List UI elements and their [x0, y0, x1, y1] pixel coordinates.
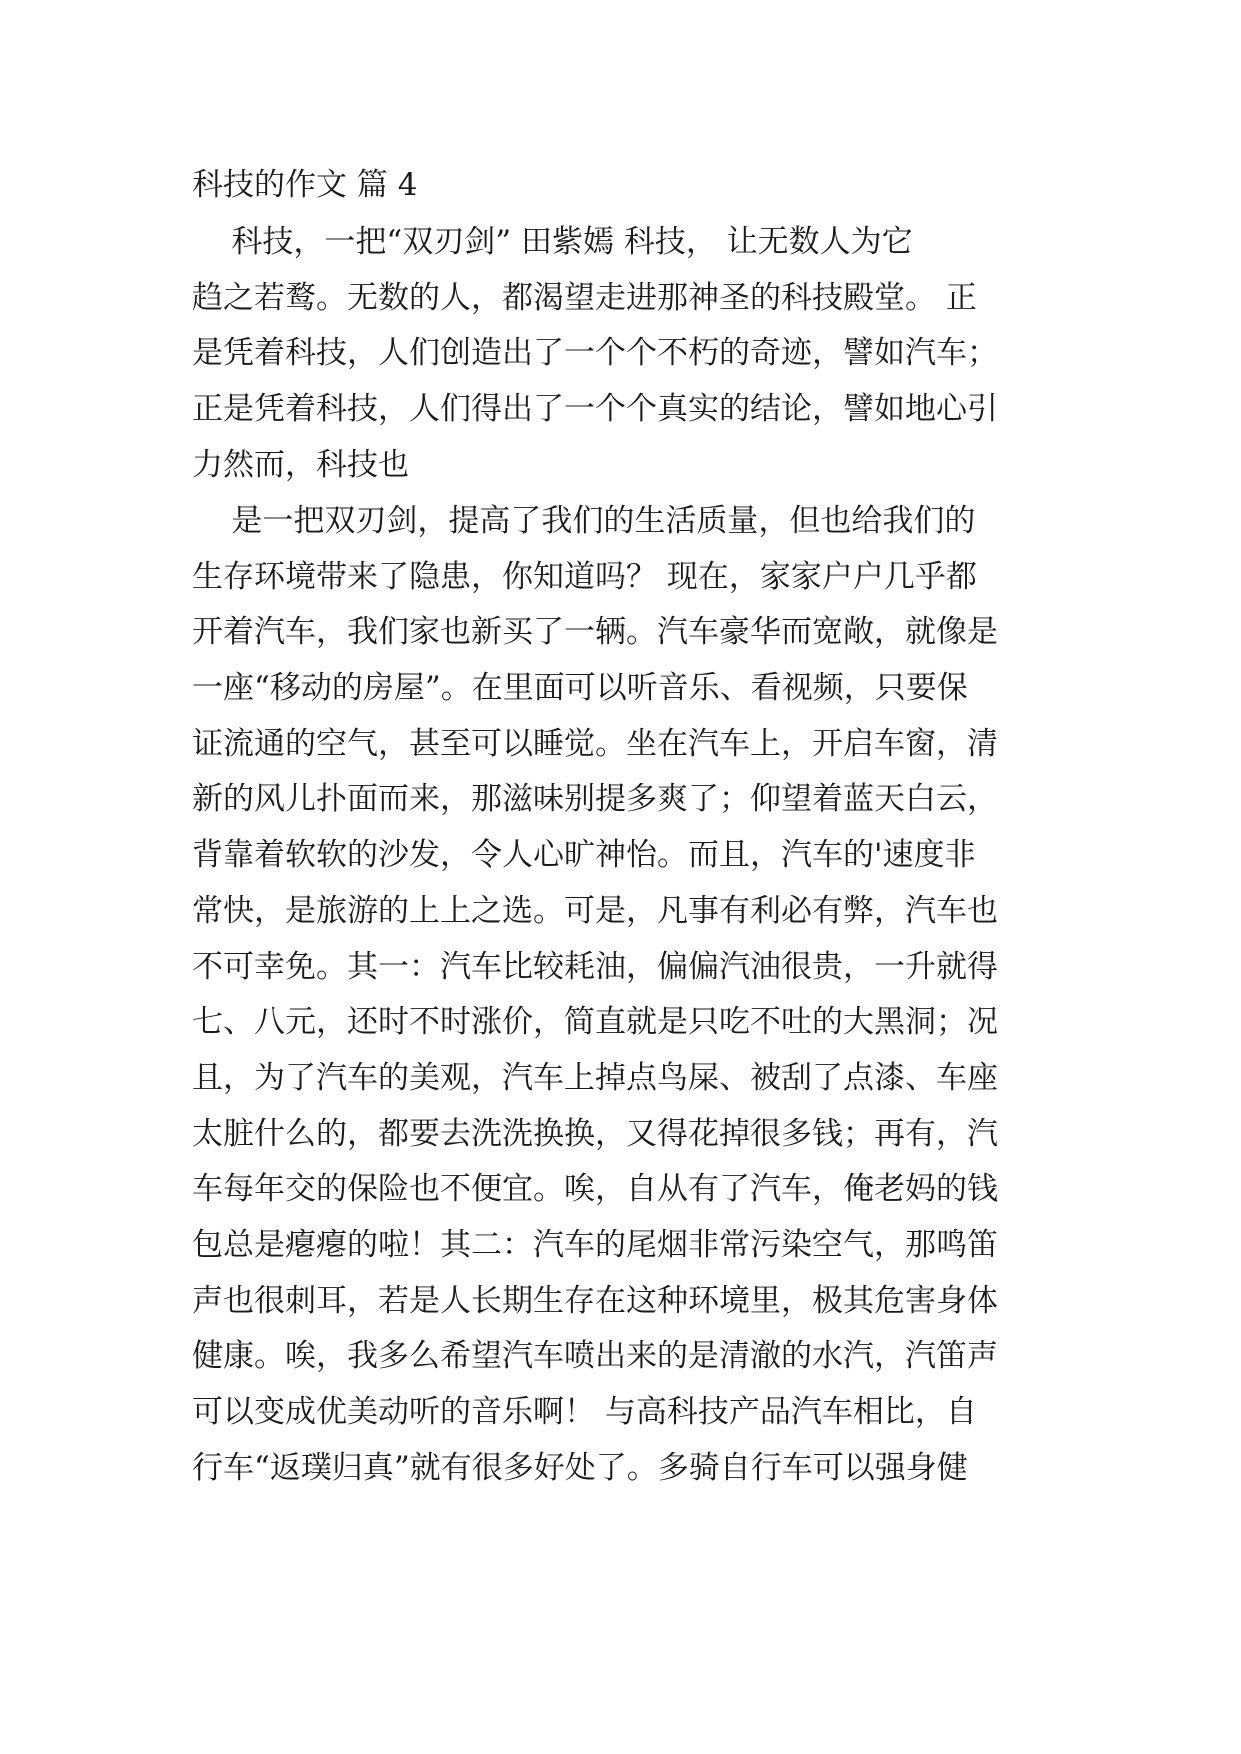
paragraph-line: 生存环境带来了隐患，你知道吗？ 现在，家家户户几乎都: [192, 558, 977, 595]
paragraph-line: 趋之若鹜。无数的人，都渴望走进那神圣的科技殿堂。 正: [192, 279, 977, 316]
paragraph-line: 行车“返璞归真”就有很多好处了。多骑自行车可以强身健: [192, 1449, 968, 1486]
paragraph-line: 车每年交的保险也不便宜。唉，自从有了汽车，俺老妈的钱: [192, 1171, 998, 1208]
paragraph-2: [192, 494, 1072, 1496]
paragraph-line: 且，为了汽车的美观，汽车上掉点鸟屎、被刮了点漆、车座: [192, 1059, 998, 1096]
paragraph-line: 证流通的空气，甚至可以睡觉。坐在汽车上，开启车窗，清: [192, 725, 998, 762]
paragraph-line: 可以变成优美动听的音乐啊！ 与高科技产品汽车相比，自: [192, 1394, 977, 1430]
paragraph-line: 力然而，科技也: [192, 446, 409, 483]
paragraph-line: 背靠着软软的沙发，令人心旷神怡。而且，汽车的'速度非: [192, 837, 976, 874]
paragraph-line: 常快，是旅游的上上之选。可是，凡事有利必有弊，汽车也: [192, 892, 998, 929]
paragraph-line: 健康。唉，我多么希望汽车喷出来的是清澈的水汽，汽笛声: [192, 1338, 998, 1375]
paragraph-line: 太脏什么的，都要去洗洗换换，又得花掉很多钱；再有，汽: [192, 1115, 998, 1152]
paragraph-line: 开着汽车，我们家也新买了一辆。汽车豪华而宽敞，就像是: [192, 614, 998, 651]
paragraph-line: 科技，一把“双刃剑” 田紫嫣 科技， 让无数人为它: [192, 224, 913, 260]
paragraph-1: [192, 215, 1072, 493]
title-line: 科技的作文 篇 4: [192, 167, 418, 203]
document-title: [192, 158, 1072, 214]
paragraph-line: 一座“移动的房屋”。在里面可以听音乐、看视频，只要保: [192, 670, 968, 707]
paragraph-line: 包总是瘪瘪的啦！其二：汽车的尾烟非常污染空气，那鸣笛: [192, 1226, 998, 1263]
paragraph-line: 新的风儿扑面而来，那滋味别提多爽了；仰望着蓝天白云，: [192, 781, 998, 818]
paragraph-line: 正是凭着科技，人们得出了一个个真实的结论，譬如地心引: [192, 391, 998, 428]
paragraph-line: 声也很刺耳，若是人长期生存在这种环境里，极其危害身体: [192, 1282, 998, 1319]
paragraph-line: 是凭着科技，人们创造出了一个个不朽的奇迹，譬如汽车；: [192, 335, 998, 372]
paragraph-line: 七、八元，还时不时涨价，简直就是只吃不吐的大黑洞；况: [192, 1004, 998, 1041]
paragraph-line: 不可幸免。其一：汽车比较耗油，偏偏汽油很贵，一升就得: [192, 948, 998, 985]
paragraph-line: 是一把双刃剑，提高了我们的生活质量，但也给我们的: [192, 503, 976, 539]
